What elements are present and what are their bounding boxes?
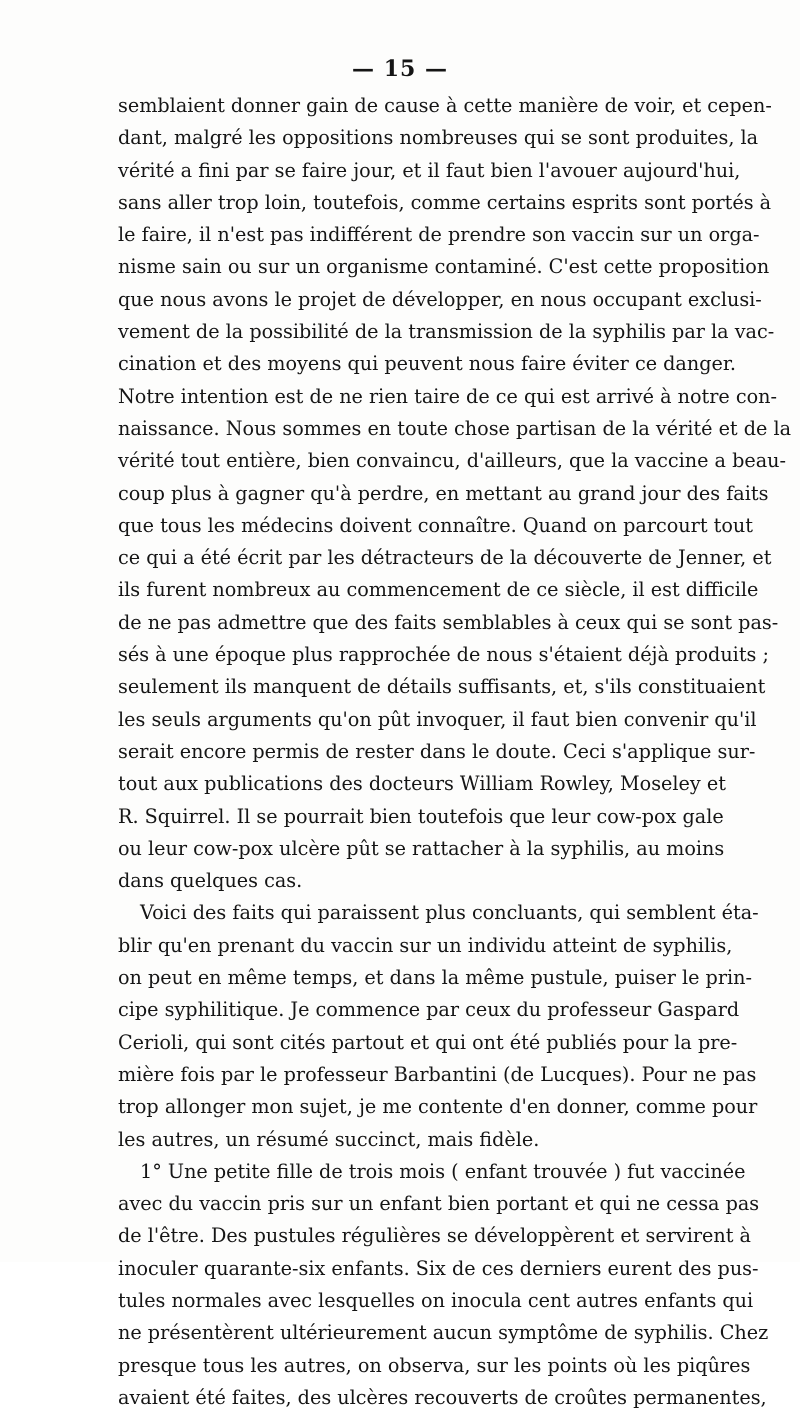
text-line: Notre intention est de ne rien taire de ce qui est arrivé à notre con-: [118, 384, 778, 408]
text-line: coup plus à gagner qu'à perdre, en mettant au grand jour des faits: [118, 481, 769, 505]
page-number: — 15 —: [352, 56, 448, 82]
text-line: tules normales avec lesquelles on inocula cent autres enfants qui: [118, 1288, 754, 1312]
body-text: [118, 90, 792, 1414]
text-line: vérité tout entière, bien convaincu, d'ailleurs, que la vaccine a beau-: [118, 449, 786, 473]
text-line: tout aux publications des docteurs William Rowley, Moseley et: [118, 772, 726, 796]
text-line: nisme sain ou sur un organisme contaminé. C'est cette proposition: [118, 255, 770, 279]
text-line: cipe syphilitique. Je commence par ceux du professeur Gaspard: [118, 998, 740, 1022]
text-line: blir qu'en prenant du vaccin sur un individu atteint de syphilis,: [118, 933, 733, 957]
text-line: seulement ils manquent de détails suffisants, et, s'ils constituaient: [118, 675, 766, 699]
text-line: ou leur cow-pox ulcère pût se rattacher à la syphilis, au moins: [118, 836, 725, 860]
text-line: 1° Une petite fille de trois mois ( enfant trouvée ) fut vaccinée: [140, 1159, 746, 1183]
text-line: ne présentèrent ultérieurement aucun symptôme de syphilis. Chez: [118, 1321, 769, 1345]
text-line: ce qui a été écrit par les détracteurs de la découverte de Jenner, et: [118, 546, 772, 570]
text-line: les autres, un résumé succinct, mais fidèle.: [118, 1127, 540, 1151]
text-line: R. Squirrel. Il se pourrait bien toutefois que leur cow-pox gale: [118, 804, 724, 828]
text-line: dans quelques cas.: [118, 869, 303, 893]
text-line: avec du vaccin pris sur un enfant bien portant et qui ne cessa pas: [118, 1192, 760, 1216]
text-line: les seuls arguments qu'on pût invoquer, il faut bien convenir qu'il: [118, 707, 757, 731]
text-line: sans aller trop loin, toutefois, comme certains esprits sont portés à: [118, 190, 772, 214]
text-line: serait encore permis de rester dans le doute. Ceci s'applique sur-: [118, 739, 756, 763]
text-line: que tous les médecins doivent connaître. Quand on parcourt tout: [118, 513, 753, 537]
text-line: ils furent nombreux au commencement de ce siècle, il est difficile: [118, 578, 759, 602]
text-line: vérité a fini par se faire jour, et il faut bien l'avouer aujourd'hui,: [118, 158, 741, 182]
text-line: trop allonger mon sujet, je me contente d'en donner, comme pour: [118, 1095, 758, 1119]
text-line: Cerioli, qui sont cités partout et qui ont été publiés pour la pre-: [118, 1030, 738, 1054]
text-line: inoculer quarante-six enfants. Six de ces derniers eurent des pus-: [118, 1256, 759, 1280]
text-line: presque tous les autres, on observa, sur les points où les piqûres: [118, 1353, 751, 1377]
text-line: que nous avons le projet de développer, en nous occupant exclusi-: [118, 287, 762, 311]
text-line: le faire, il n'est pas indifférent de prendre son vaccin sur un orga-: [118, 223, 760, 247]
text-line: de l'être. Des pustules régulières se développèrent et servirent à: [118, 1224, 751, 1248]
text-line: naissance. Nous sommes en toute chose partisan de la vérité et de la: [118, 416, 792, 440]
text-line: cination et des moyens qui peuvent nous faire éviter ce danger.: [118, 352, 737, 376]
text-line: mière fois par le professeur Barbantini (de Lucques). Pour ne pas: [118, 1062, 757, 1086]
text-line: vement de la possibilité de la transmission de la syphilis par la vac-: [118, 320, 775, 344]
text-line: semblaient donner gain de cause à cette manière de voir, et cepen-: [118, 94, 772, 117]
text-line: dant, malgré les oppositions nombreuses qui se sont produites, la: [118, 126, 759, 150]
text-line: avaient été faites, des ulcères recouverts de croûtes permanentes,: [118, 1385, 767, 1409]
text-line: Voici des faits qui paraissent plus concluants, qui semblent éta-: [140, 901, 759, 925]
text-line: de ne pas admettre que des faits semblables à ceux qui se sont pas-: [118, 610, 779, 634]
text-line: sés à une époque plus rapprochée de nous s'étaient déjà produits ;: [118, 643, 769, 667]
text-line: on peut en même temps, et dans la même pustule, puiser le prin-: [118, 966, 752, 990]
